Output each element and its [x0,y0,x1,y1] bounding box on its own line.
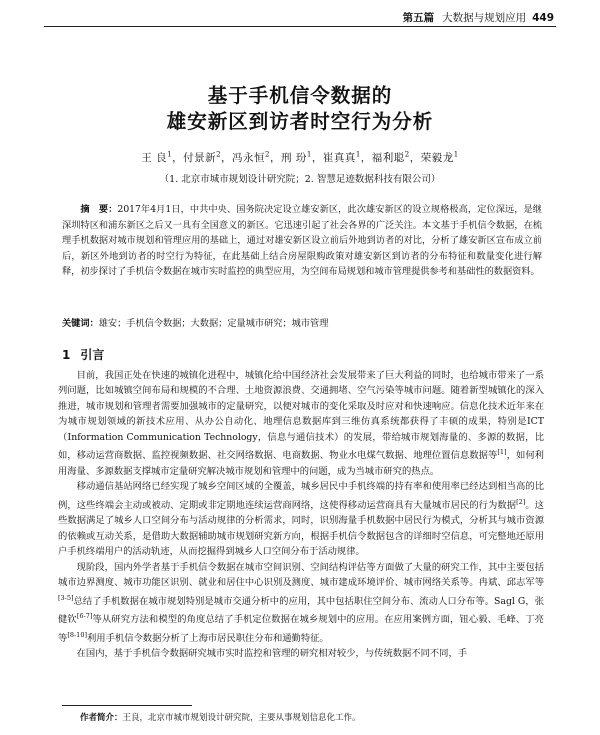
abstract [62,202,542,280]
paragraph-text: 。这些数据满足了城乡人口空间分布与活动规律的分析需求，同时，识别海量手机数据中居民行为模式，分析其与城市资源的依赖或互动关系，是借助大数据辅助城市规划研究新方向，根据手机信令数据包含的详细时空信息，可完整地还原用户手机终端用户的活动轨迹，从而挖掘得到城乡人口空间分布于活动规律。 [58,499,544,558]
footnote-text: 王良，北京市城市规划设计研究院，主要从事规划信息化工作。 [122,713,361,723]
paper-title-line2: 雄安新区到访者时空行为分析 [166,110,434,133]
author-list: 王 良$^1$，付景新$^2$，冯永恒$^2$，刑 玢$^1$，崔真真$^1$，福利聪$^2$，荣毅龙$^1$ [141,150,459,164]
section-number: 1 [62,348,71,362]
paragraph-text: 移动通信基站网络已经实现了城乡空间区域的全覆盖，城乡居民中手机终端的持有率和使用率已经达到相当高的比例，这些终端会主动或被动、定期或非定期地连续运营商网络，这使得移动运营商具有大量城市居民的行为数据 [58,481,544,511]
running-header [0,10,554,25]
paragraph-text: 现阶段，国内外学者基于手机信令数据在城市空间识别、空间结构评估等方面做了大量的研究工作，其中主要包括城市边界测度、城市功能区识别、就业和居住中心识别及测度、城市建成环境评价、城市网络关系等。冉斌、邱志军等 [58,561,544,589]
paragraph [58,560,544,647]
author: 崔真真 [322,152,356,164]
header-rule [44,26,556,27]
citation: [8-10] [67,630,87,639]
keywords [62,315,542,329]
keywords-text: 雄安；手机信令数据；大数据；定量城市研究；城市管理 [98,318,329,329]
citation: [1] [497,448,507,457]
paper-title-line1: 基于手机信令数据的 [207,84,393,107]
author: 王 良 [141,152,168,164]
section-heading [62,346,104,363]
paragraph-text: 总结了手机数据在城市规划特别是城市交通分析中的应用，其中包括职住空间分布、流动人口分布等。Sagl G，张健钦 [58,595,544,626]
author: 付景新 [183,152,217,164]
paragraph [58,368,544,479]
abstract-text: 2017年4月1日，中共中央、国务院决定设立雄安新区，此次雄安新区的设立规格极高，定位深远，是继深圳特区和浦东新区之后又一具有全国意义的新区。它迅速引起了社会各界的广泛关注。本文基于手机信令数据，在梳理手机数据对城市规划和管理应用的基础上，通过对雄安新区设立前后外地到访者的对比，分析了雄安新区宣布成立前后，新区外地到访者的时空行为特征，在此基础上结合房屋限购政策对雄安新区到访者的分布特征和数量变化进行解释，初步探讨了手机信令数据在城市实时监控的典型应用，为空间布局规划和城市管理提供参考和基础性的数据资料。 [62,204,542,278]
author-affiliation-mark: 2 [216,150,222,159]
body-text [58,368,544,662]
author: 刑 玢 [281,152,307,164]
author: 福利聪 [371,152,405,164]
citation: [2] [516,497,526,506]
citation: [6-7] [76,612,93,621]
paragraph-text: 利用手机信令数据分析了上海市居民职住分布和通勤特征。 [87,632,329,644]
author-affiliation-mark: 1 [453,150,459,159]
chapter-label: 第五篇 [402,12,435,24]
author-affiliation-mark: 2 [265,150,271,159]
paragraph-text: ，如何利用海量、多源数据支撑城市定量研究解决城市规划和管理中的问题，成为当城市研究的热点。 [58,450,544,477]
paragraph [58,479,544,559]
page-number: 449 [532,12,554,24]
paragraph [58,646,544,661]
citation: [3-5] [58,593,74,602]
affiliation: （1. 北京市城市规划设计研究院；2. 智慧足迹数据科技有限公司） [159,174,441,185]
author-affiliation-mark: 1 [167,150,173,159]
author-affiliation-mark: 1 [306,150,312,159]
section-label: 大数据与规划应用 [442,12,527,24]
footnote [80,711,540,723]
footnote-label: 作者简介： [80,713,123,723]
author-affiliation-mark: 1 [355,150,361,159]
author: 冯永恒 [232,152,266,164]
abstract-label: 摘 要： [80,204,118,215]
author: 荣毅龙 [420,152,454,164]
section-title: 引言 [80,348,105,362]
author-affiliation-mark: 2 [404,150,410,159]
paragraph-text: 在国内，基于手机信令数据研究城市实时监控和管理的研究相对较少，与传统数据不同不同，手 [76,648,468,660]
footnote-rule [62,705,192,706]
keywords-label: 关键词： [62,318,99,329]
paragraph-text: 目前，我国正处在快速的城镇化进程中，城镇化给中国经济社会发展带来了巨大利益的同时，也给城市带来了一系列问题，比如城镇空间布局和规模的不合理、土地资源浪费、交通拥堵、空气污染等城市问题。随着新型城镇化的深入推进，城市规划和管理者需要加强城市的定量研究，以便对城市的变化采取及时应对和快速响应。信息化技术近年来在为城市规划领域的新技术应用、从办公自动化、地理信息数据库到三维仿真系统都获得了丰硕的成果，特别是ICT（Information Communication Technology，信息与通信技术）的发展，带给城市规划海量的、多源的数据，比如，移动运营商数据、监控视频数据、社交网络数据、电商数据、物业水电煤气数据、地理位置信息数据等 [58,370,544,462]
paragraph-text: 等从研究方法和模型的角度总结了手机定位数据在城乡规划中的应用。在应用案例方面，钮心毅、毛峰、丁亮等 [58,614,544,644]
